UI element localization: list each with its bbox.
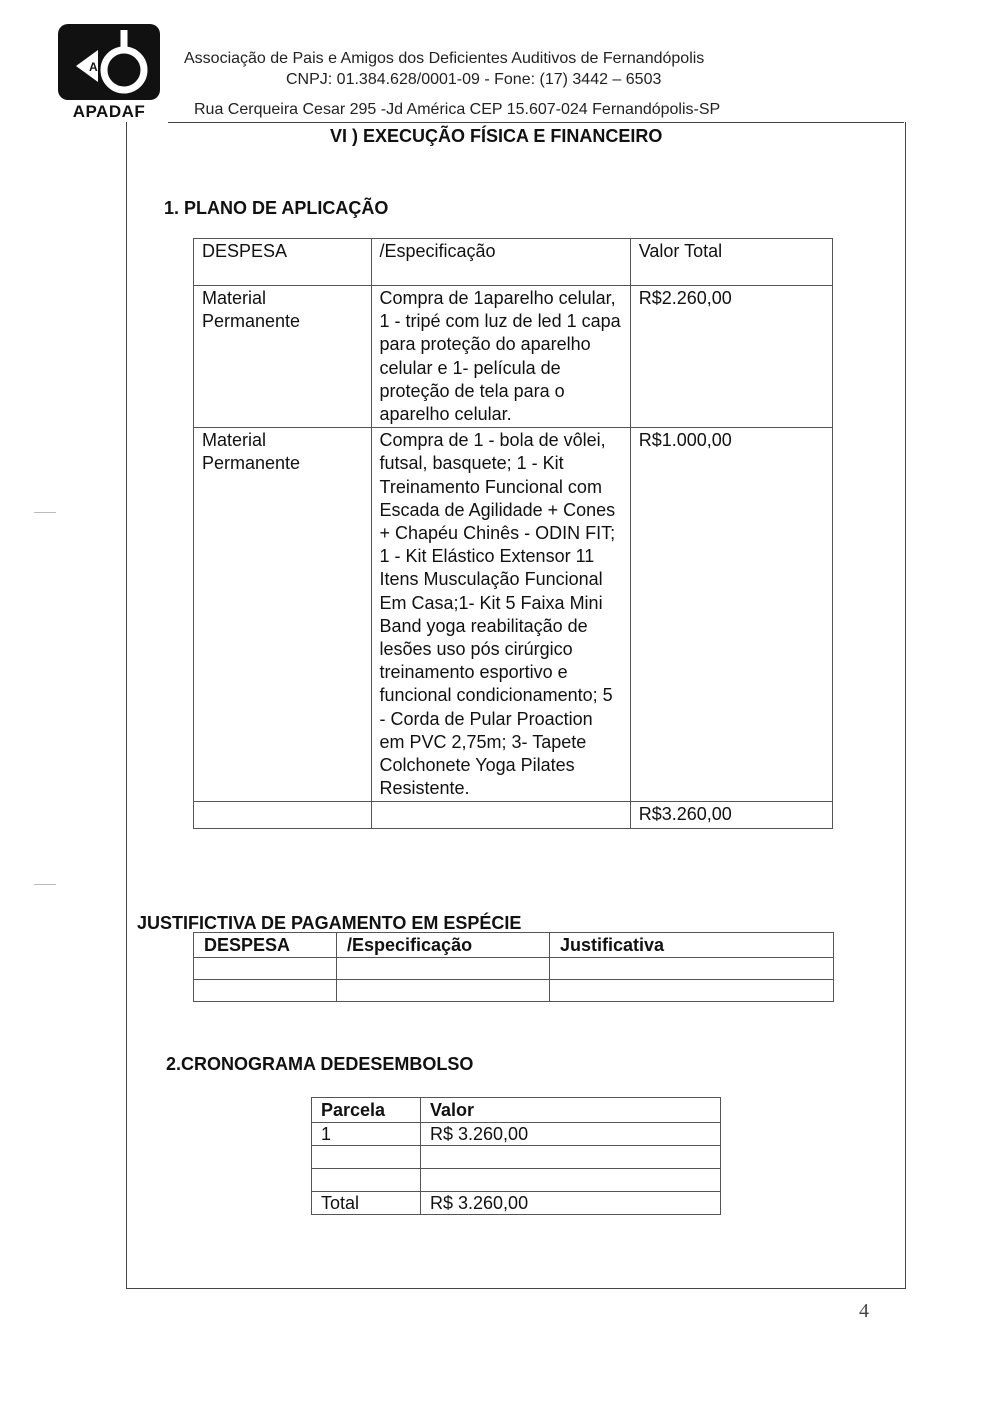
page-number: 4 <box>859 1300 869 1322</box>
table-row <box>312 1123 721 1146</box>
scan-mark <box>34 884 56 885</box>
especificacao-cell: Compra de 1aparelho celular, 1 - tripé com luz de led 1 capa para proteção do aparelho celular e 1- película de proteção de tela para o aparelho celular. <box>371 286 630 428</box>
despesa-cell: Material Permanente <box>194 286 372 428</box>
despesa-cell: Material Permanente <box>194 428 372 802</box>
ear-symbol-icon <box>58 24 160 100</box>
total-label: Total <box>312 1192 421 1215</box>
cronograma-table <box>311 1097 721 1215</box>
header-especificacao: /Especificação <box>371 239 630 286</box>
parcela-cell: 1 <box>312 1123 421 1146</box>
logo-emblem <box>58 24 160 100</box>
empty-cell <box>371 802 630 828</box>
justificativa-table <box>193 932 834 1002</box>
plano-table <box>193 238 833 829</box>
header-despesa: DESPESA <box>194 933 337 958</box>
table-row <box>312 1169 721 1192</box>
address: Rua Cerqueira Cesar 295 -Jd América CEP 15.607-024 Fernandópolis-SP <box>194 101 721 118</box>
plano-title: 1. PLANO DE APLICAÇÃO <box>164 198 389 218</box>
header-valor: Valor <box>421 1098 721 1123</box>
empty-cell <box>194 980 337 1002</box>
empty-cell <box>337 958 550 980</box>
header-despesa: DESPESA <box>194 239 372 286</box>
org-name: Associação de Pais e Amigos dos Deficientes Auditivos de Fernandópolis <box>184 50 705 67</box>
valor-cell <box>421 1146 721 1169</box>
empty-cell <box>194 958 337 980</box>
empty-cell <box>550 958 834 980</box>
empty-cell <box>550 980 834 1002</box>
header-especificacao: /Especificação <box>337 933 550 958</box>
header-valor-total: Valor Total <box>630 239 832 286</box>
valor-cell: R$ 3.260,00 <box>421 1123 721 1146</box>
table-header-row <box>194 933 834 958</box>
table-row <box>194 428 833 802</box>
valor-cell: R$1.000,00 <box>630 428 832 802</box>
header-justificativa: Justificativa <box>550 933 834 958</box>
table-header-row <box>312 1098 721 1123</box>
logo-text: APADAF <box>72 102 146 121</box>
total-value: R$3.260,00 <box>630 802 832 828</box>
valor-cell: R$2.260,00 <box>630 286 832 428</box>
empty-cell <box>337 980 550 1002</box>
justificativa-title: JUSTIFICTIVA DE PAGAMENTO EM ESPÉCIE <box>137 913 522 933</box>
empty-cell <box>194 802 372 828</box>
especificacao-cell: Compra de 1 - bola de vôlei, futsal, basquete; 1 - Kit Treinamento Funcional com Escada de Agilidade + Cones + Chapéu Chinês - ODIN FIT; 1 - Kit Elástico Extensor 11 Itens Musculação Funcional Em Casa;1- Kit 5 Faixa Mini Band yoga reabilitação de lesões uso pós cirúrgico treinamento esportivo e funcional condicionamento; 5 - Corda de Pular Proaction em PVC 2,75m; 3- Tapete Colchonete Yoga Pilates Resistente. <box>371 428 630 802</box>
table-row <box>194 980 834 1002</box>
scan-mark <box>34 512 56 513</box>
parcela-cell <box>312 1146 421 1169</box>
logo-letter: A <box>89 60 98 74</box>
table-row <box>312 1146 721 1169</box>
valor-cell <box>421 1169 721 1192</box>
header-parcela: Parcela <box>312 1098 421 1123</box>
cronograma-title: 2.CRONOGRAMA DEDESEMBOLSO <box>166 1054 474 1074</box>
total-row <box>194 802 833 828</box>
table-row <box>194 958 834 980</box>
apadaf-logo <box>56 24 162 120</box>
cnpj-phone: CNPJ: 01.384.628/0001-09 - Fone: (17) 3442 – 6503 <box>286 71 662 88</box>
total-value: R$ 3.260,00 <box>421 1192 721 1215</box>
total-row <box>312 1192 721 1215</box>
table-row <box>194 286 833 428</box>
frame-top-rule <box>168 122 904 123</box>
parcela-cell <box>312 1169 421 1192</box>
section-title: VI ) EXECUÇÃO FÍSICA E FINANCEIRO <box>330 126 663 146</box>
table-header-row <box>194 239 833 286</box>
